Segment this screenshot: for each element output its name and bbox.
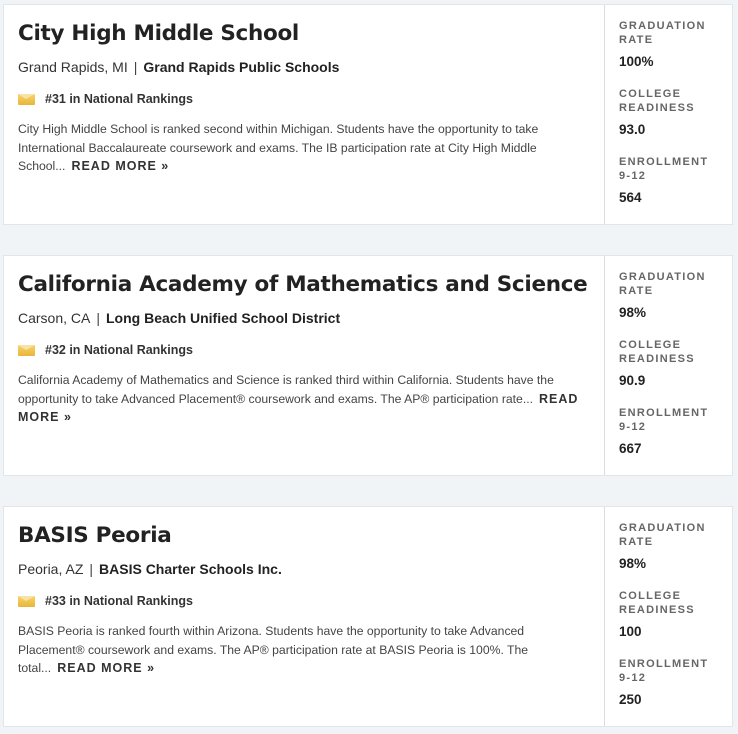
school-location-row	[18, 561, 590, 577]
school-main	[4, 5, 605, 224]
read-more-link[interactable]: READ MORE »	[71, 159, 170, 173]
description-text: BASIS Peoria is ranked fourth within Arizona. Students have the opportunity to take Advanced Placement® coursework and exams. The AP® participation rate at BASIS Peoria is 100%. The total...	[18, 624, 529, 675]
ranking-badge-icon	[18, 345, 35, 356]
stat-value-graduation-rate: 98%	[619, 556, 647, 571]
stat-value-enrollment: 564	[619, 190, 642, 205]
school-description	[18, 622, 583, 678]
read-more-link[interactable]: READ MORE »	[57, 661, 156, 675]
ranking-text[interactable]: #33 in National Rankings	[45, 594, 193, 608]
stat-value-college-readiness: 100	[619, 624, 642, 639]
stat-value-college-readiness: 90.9	[619, 373, 646, 388]
school-location: Carson, CA	[18, 310, 91, 326]
separator: |	[96, 310, 100, 326]
stat-label-college-readiness: COLLEGE READINESS	[619, 339, 695, 365]
school-main	[4, 256, 605, 475]
school-stats	[605, 256, 732, 475]
school-main	[4, 507, 605, 726]
ranking-text[interactable]: #31 in National Rankings	[45, 92, 193, 106]
ranking-row	[18, 92, 590, 106]
school-stats	[605, 5, 732, 224]
stat-value-graduation-rate: 100%	[619, 54, 654, 69]
stat-label-graduation-rate: GRADUATION RATE	[619, 522, 706, 548]
stat-value-graduation-rate: 98%	[619, 305, 647, 320]
stat-label-college-readiness: COLLEGE READINESS	[619, 590, 695, 616]
stat-value-college-readiness: 93.0	[619, 122, 646, 137]
description-text: California Academy of Mathematics and Science is ranked third within California. Students have the opportunity to take Advanced Placement® coursework and exams. The AP® participation rate...	[18, 373, 554, 406]
school-name-link[interactable]: California Academy of Mathematics and Science	[18, 272, 588, 297]
school-description	[18, 120, 583, 176]
school-card	[3, 506, 733, 727]
ranking-badge-icon	[18, 94, 35, 105]
school-location: Peoria, AZ	[18, 561, 84, 577]
district-link[interactable]: Grand Rapids Public Schools	[143, 59, 340, 75]
school-name-link[interactable]: BASIS Peoria	[18, 523, 172, 548]
ranking-row	[18, 594, 590, 608]
stat-label-college-readiness: COLLEGE READINESS	[619, 88, 695, 114]
school-location: Grand Rapids, MI	[18, 59, 128, 75]
stat-label-graduation-rate: GRADUATION RATE	[619, 20, 706, 46]
stat-label-graduation-rate: GRADUATION RATE	[619, 271, 706, 297]
school-card	[3, 4, 733, 225]
school-description	[18, 371, 583, 427]
stat-label-enrollment: ENROLLMENT 9-12	[619, 407, 709, 433]
description-text: City High Middle School is ranked second within Michigan. Students have the opportunity to take International Baccalaureate coursework and exams. The IB participation rate at City High Middle School...	[18, 122, 539, 173]
separator: |	[89, 561, 94, 577]
ranking-row	[18, 343, 590, 357]
stat-value-enrollment: 667	[619, 441, 642, 456]
read-more-link[interactable]: READ MORE »	[18, 391, 579, 424]
school-card	[3, 255, 733, 476]
district-link[interactable]: Long Beach Unified School District	[106, 310, 341, 326]
school-stats	[605, 507, 732, 726]
district-link[interactable]: BASIS Charter Schools Inc.	[99, 561, 282, 577]
ranking-badge-icon	[18, 596, 35, 607]
separator: |	[133, 59, 138, 75]
school-location-row	[18, 59, 590, 75]
school-name-link[interactable]: City High Middle School	[18, 21, 299, 46]
stat-label-enrollment: ENROLLMENT 9-12	[619, 156, 709, 182]
school-location-row	[18, 310, 590, 326]
ranking-text[interactable]: #32 in National Rankings	[45, 343, 193, 357]
stat-value-enrollment: 250	[619, 692, 642, 707]
stat-label-enrollment: ENROLLMENT 9-12	[619, 658, 709, 684]
